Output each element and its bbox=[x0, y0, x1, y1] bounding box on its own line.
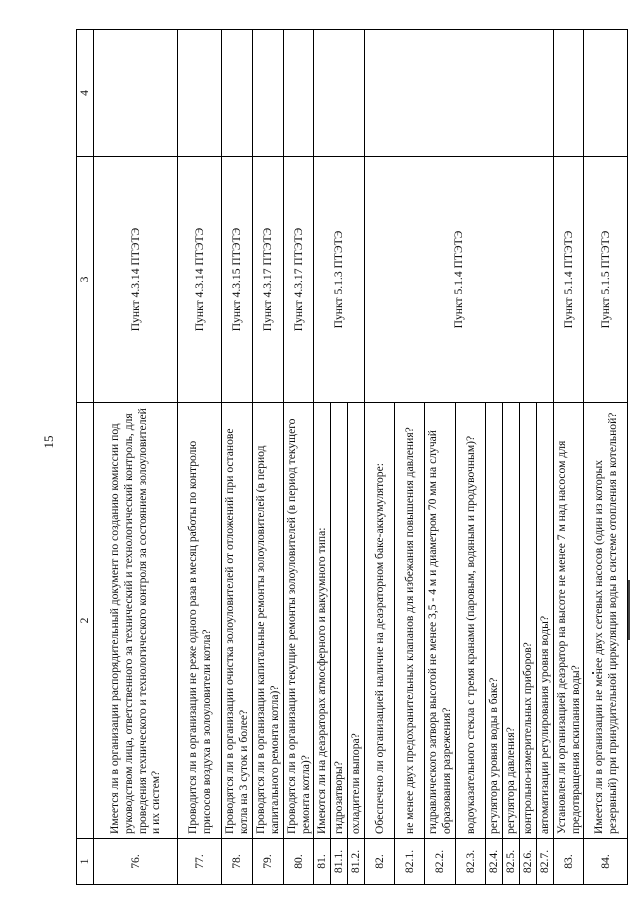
row-reference: Пункт 5.1.3 ПТЭТЭ bbox=[314, 157, 365, 403]
table-row bbox=[314, 30, 331, 885]
row-question: охладители выпора? bbox=[348, 403, 365, 839]
header-row bbox=[77, 30, 94, 885]
table-row bbox=[222, 30, 253, 885]
header-col-2: 2 bbox=[77, 403, 94, 839]
row-question: Проводятся ли в организации капитальные ремонты золоуловителей (в период капитального ремонта котла)? bbox=[252, 403, 283, 839]
checklist-table bbox=[76, 29, 628, 885]
row-number: 82.5. bbox=[502, 839, 519, 885]
row-number: 82.7. bbox=[536, 839, 553, 885]
row-reference: Пункт 4.3.14 ПТЭТЭ bbox=[178, 157, 222, 403]
row-question: Имеется ли в организации распорядительный документ по созданию комиссии под руководством лица, ответственного за технический и технологический контроль, для проведения технического и технологического контроля за состоянием золоуловителей и их систем? bbox=[94, 403, 178, 839]
row-question: контрольно-измерительных приборов? bbox=[519, 403, 536, 839]
table-row bbox=[94, 30, 178, 885]
row-question: водоуказательного стекла с тремя кранами (паровым, водяным и продувочным)? bbox=[455, 403, 485, 839]
row-question: автоматизации регулирования уровня воды? bbox=[536, 403, 553, 839]
row-note bbox=[283, 30, 314, 157]
row-note bbox=[365, 30, 553, 157]
row-question: Установлен ли организацией деаэратор на высоте не менее 7 м над насосом для предотвращения вскипания воды? bbox=[553, 403, 584, 839]
row-number: 84. bbox=[584, 839, 628, 885]
row-question: гидравлического затвора высотой не менее 3,5 - 4 м и диаметром 70 мм на случай образования разрежения? bbox=[425, 403, 456, 839]
row-reference: Пункт 5.1.4 ПТЭТЭ bbox=[553, 157, 584, 403]
row-reference: Пункт 4.3.17 ПТЭТЭ bbox=[283, 157, 314, 403]
page-number: 15 bbox=[41, 435, 56, 449]
row-reference: Пункт 4.3.14 ПТЭТЭ bbox=[94, 157, 178, 403]
row-number: 82. bbox=[365, 839, 395, 885]
table-row bbox=[365, 30, 395, 885]
row-question: Проводятся ли в организации очистка золоуловителей от отложений при останове котла на 3 суток и более? bbox=[222, 403, 253, 839]
row-note bbox=[94, 30, 178, 157]
row-number: 82.2. bbox=[425, 839, 456, 885]
table-container bbox=[76, 30, 621, 885]
row-note bbox=[584, 30, 628, 157]
header-col-1: 1 bbox=[77, 839, 94, 885]
header-col-4: 4 bbox=[77, 30, 94, 157]
row-question: Проводятся ли в организации текущие ремонты золоуловителей (в период текущего ремонта котла)? bbox=[283, 403, 314, 839]
row-number: 82.6. bbox=[519, 839, 536, 885]
row-question: не менее двух предохранительных клапанов для избежания повышения давления? bbox=[395, 403, 425, 839]
table-row bbox=[553, 30, 584, 885]
table-row bbox=[178, 30, 222, 885]
row-reference: Пункт 4.3.17 ПТЭТЭ bbox=[252, 157, 283, 403]
row-number: 76. bbox=[94, 839, 178, 885]
row-number: 78. bbox=[222, 839, 253, 885]
row-reference: Пункт 5.1.5 ПТЭТЭ bbox=[584, 157, 628, 403]
rotated-table-frame bbox=[76, 30, 621, 885]
row-question: гидрозатворы? bbox=[331, 403, 348, 839]
row-question: регулятора уровня воды в баке? bbox=[485, 403, 502, 839]
row-question: Обеспечено ли организацией наличие на деаэраторном баке-аккумуляторе: bbox=[365, 403, 395, 839]
row-note bbox=[252, 30, 283, 157]
row-note bbox=[314, 30, 365, 157]
row-question: регулятора давления? bbox=[502, 403, 519, 839]
row-number: 82.1. bbox=[395, 839, 425, 885]
row-number: 79. bbox=[252, 839, 283, 885]
row-number: 82.3. bbox=[455, 839, 485, 885]
row-reference: Пункт 5.1.4 ПТЭТЭ bbox=[365, 157, 553, 403]
header-col-3: 3 bbox=[77, 157, 94, 403]
row-question: Проводится ли в организации не реже одного раза в месяц работы по контролю присосов воздуха в золоуловители котла? bbox=[178, 403, 222, 839]
row-note bbox=[178, 30, 222, 157]
row-note bbox=[553, 30, 584, 157]
table-row bbox=[252, 30, 283, 885]
table-row bbox=[584, 30, 628, 885]
row-question: Имеется ли в организации не менее двух сетевых насосов (один из которых резервный) при принудительной циркуляции воды в системе отопления в котельной? bbox=[584, 403, 628, 839]
table-row bbox=[283, 30, 314, 885]
row-number: 81.2. bbox=[348, 839, 365, 885]
row-number: 81.1. bbox=[331, 839, 348, 885]
row-number: 80. bbox=[283, 839, 314, 885]
row-reference: Пункт 4.3.15 ПТЭТЭ bbox=[222, 157, 253, 403]
row-number: 82.4. bbox=[485, 839, 502, 885]
row-note bbox=[222, 30, 253, 157]
row-number: 81. bbox=[314, 839, 331, 885]
row-question: Имеются ли на деаэраторах атмосферного и вакуумного типа: bbox=[314, 403, 331, 839]
row-number: 77. bbox=[178, 839, 222, 885]
row-number: 83. bbox=[553, 839, 584, 885]
